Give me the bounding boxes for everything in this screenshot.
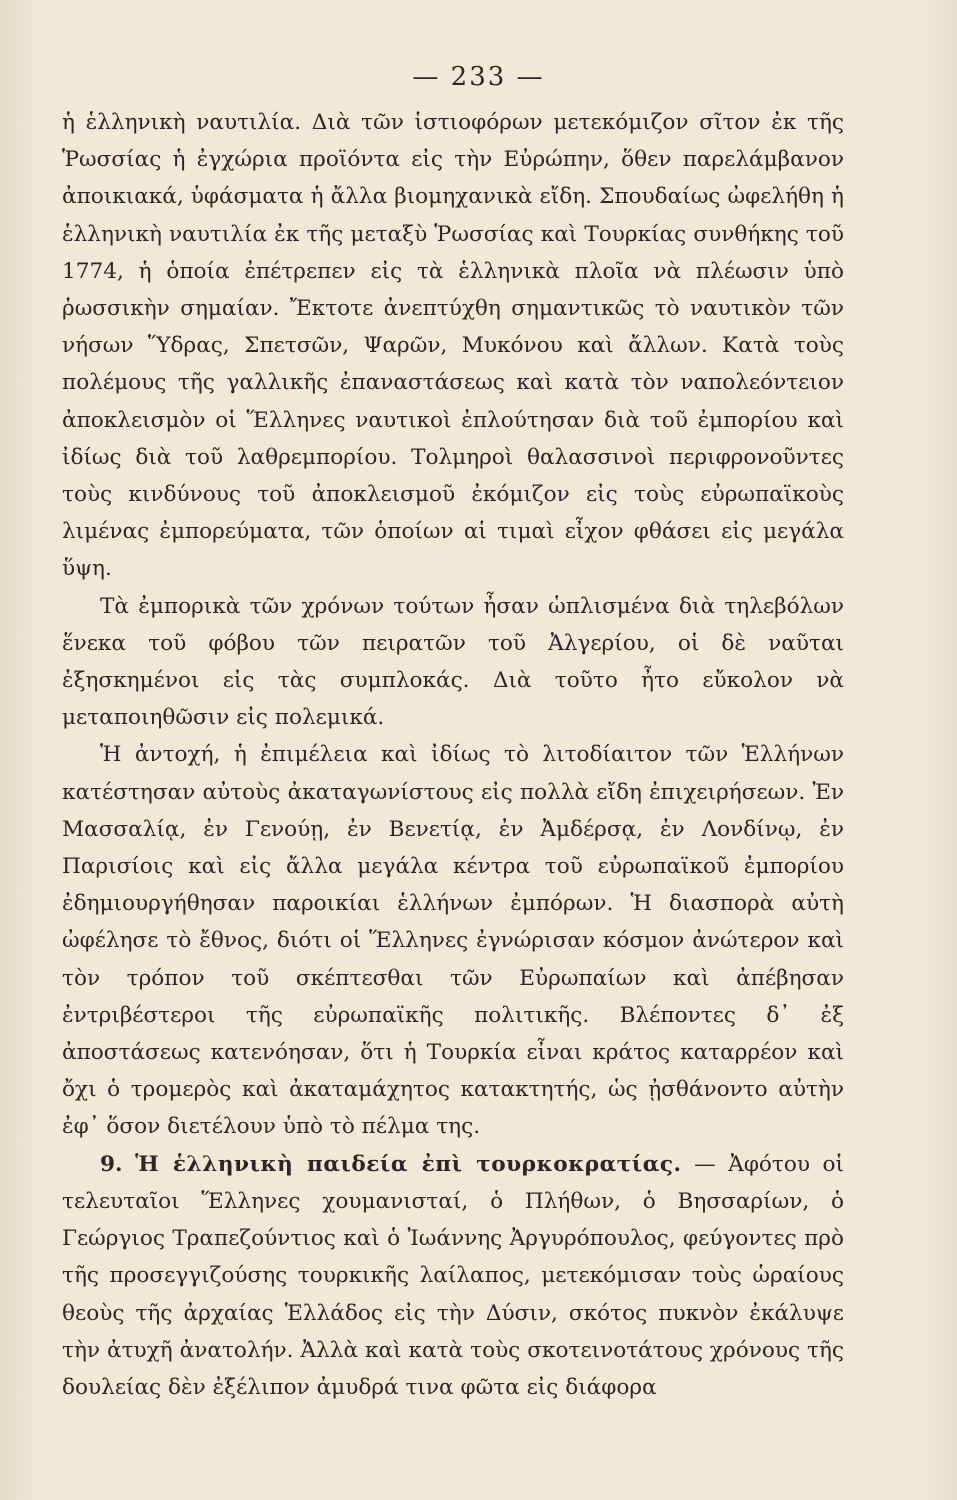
section-dash: —: [681, 1151, 729, 1177]
paragraph-armed-merchant-ships: Τὰ ἐμπορικὰ τῶν χρόνων τούτων ἦσαν ὡπλισμένα διὰ τηλεβόλων ἕνεκα τοῦ φόβου τῶν πειρατῶν τοῦ Ἀλγερίου, οἱ δὲ ναῦται ἐξησκημένοι εἰς τὰς συμπλοκάς. Διὰ τοῦτο ἦτο εὔκολον νὰ μεταποιηθῶσιν εἰς πολεμικά.: [62, 593, 844, 731]
section-heading: Ἡ ἑλληνικὴ παιδεία ἐπὶ τουρκοκρατίας.: [135, 1151, 682, 1177]
page-number: — 233 —: [412, 62, 545, 92]
paragraph-shipping: ἡ ἑλληνικὴ ναυτιλία. Διὰ τῶν ἱστιοφόρων μετεκόμιζον σῖτον ἐκ τῆς Ῥωσσίας ἡ ἐγχώρια προϊόντα εἰς τὴν Εὐρώπην, ὅθεν παρελάμβανον ἀποικιακά, ὑφάσματα ἡ ἄλλα βιομηχανικὰ εἴδη. Σπουδαίως ὠφελήθη ἡ ἑλληνικὴ ναυτιλία ἐκ τῆς μεταξὺ Ῥωσσίας καὶ Τουρκίας συνθήκης τοῦ 1774, ἡ ὁποία ἐπέτρεπεν εἰς τὰ ἑλληνικὰ πλοῖα νὰ πλέωσιν ὑπὸ ῥωσσικὴν σημαίαν. Ἔκτοτε ἀνεπτύχθη σημαντικῶς τὸ ναυτικὸν τῶν νήσων Ὕδρας, Σπετσῶν, Ψαρῶν, Μυκόνου καὶ ἄλλων. Κατὰ τοὺς πολέμους τῆς γαλλικῆς ἐπαναστάσεως καὶ κατὰ τὸν ναπολεόντειον ἀποκλεισμὸν οἱ Ἕλληνες ναυτικοὶ ἐπλούτησαν διὰ τοῦ ἐμπορίου καὶ ἰδίως διὰ τοῦ λαθρεμπορίου. Τολμηροὶ θαλασσινοὶ περιφρονοῦντες τοὺς κινδύνους τοῦ ἀποκλεισμοῦ ἐκόμιζον εἰς τοὺς εὐρωπαϊκοὺς λιμένας ἐμπορεύματα, τῶν ὁποίων αἱ τιμαὶ εἶχον φθάσει εἰς μεγάλα ὕψη.: [62, 110, 844, 582]
section-text: Ἀφότου οἱ τελευταῖοι Ἕλληνες χουμανισταί, ὁ Πλήθων, ὁ Βησσαρίων, ὁ Γεώργιος Τραπεζούντιος καὶ ὁ Ἰωάννης Ἀργυρόπουλος, φεύγοντες πρὸ τῆς προσεγγιζούσης τουρκικῆς λαίλαπος, μετεκόμισαν τοὺς ὡραίους θεοὺς τῆς ἀρχαίας Ἑλλάδος εἰς τὴν Δύσιν, σκότος πυκνὸν ἐκάλυψε τὴν ἀτυχῆ ἀνατολήν. Ἀλλὰ καὶ κατὰ τοὺς σκοτεινοτάτους χρόνους τῆς δουλείας δὲν ἐξέλιπον ἀμυδρά τινα φῶτα εἰς διάφορα: [62, 1151, 845, 1400]
body-text: [62, 104, 844, 1406]
section-number: 9.: [100, 1151, 123, 1177]
paragraph-diaspora: Ἡ ἀντοχή, ἡ ἐπιμέλεια καὶ ἰδίως τὸ λιτοδίαιτον τῶν Ἑλλήνων κατέστησαν αὐτοὺς ἀκαταγωνίστους εἰς πολλὰ εἴδη ἐπιχειρήσεων. Ἐν Μασσαλίᾳ, ἐν Γενούῃ, ἐν Βενετίᾳ, ἐν Ἀμδέρσᾳ, ἐν Λονδίνῳ, ἐν Παρισίοις καὶ εἰς ἄλλα μεγάλα κέντρα τοῦ εὐρωπαϊκοῦ ἐμπορίου ἐδημιουργήθησαν παροικίαι ἑλλήνων ἐμπόρων. Ἡ διασπορὰ αὐτὴ ὠφέλησε τὸ ἔθνος, διότι οἱ Ἕλληνες ἐγνώρισαν κόσμον ἀνώτερον καὶ τὸν τρόπον τοῦ σκέπτεσθαι τῶν Εὐρωπαίων καὶ ἀπέβησαν ἐντριβέστεροι τῆς εὐρωπαϊκῆς πολιτικῆς. Βλέποντες δ᾽ ἐξ ἀποστάσεως κατενόησαν, ὅτι ἡ Τουρκία εἶναι κράτος καταρρέον καὶ ὄχι ὁ τρομερὸς καὶ ἀκαταμάχητος κατακτητής, ὡς ᾐσθάνοντο αὐτὴν ἐφ᾽ ὅσον διετέλουν ὑπὸ τὸ πέλμα της.: [62, 742, 844, 1140]
section-9: [62, 1146, 844, 1406]
